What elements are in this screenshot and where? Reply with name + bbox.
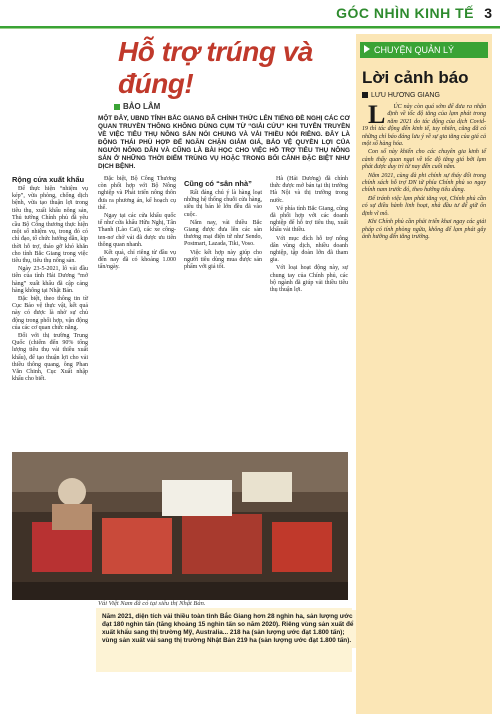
byline-square-icon — [362, 92, 368, 98]
column-2 — [98, 176, 176, 273]
header-divider — [0, 28, 500, 29]
paragraph: Để thực hiện “nhiệm vụ kép”, vừa phòng, chống dịch bệnh, vừa tạo thuận lợi trong tiêu thụ, xuất khẩu nông sản, Thủ tướng Chính phủ đã yêu cầu Bộ Công thương thực hiện một số nhiệm vụ, trong đó có chỉ đạo, tổ chức hướng dẫn, kịp thời hỗ trợ, tháo gỡ khó khăn cho tỉnh Bắc Giang trong việc tiêu thụ, tiêu thụ nông sản. — [12, 186, 88, 265]
article-headline: Hỗ trợ trúng và đúng! — [118, 36, 313, 99]
column-3 — [184, 176, 262, 272]
info-box-text: Năm 2021, diện tích vải thiều toàn tỉnh Bắc Giang hơn 28 nghìn ha, sản lượng ước đạt 180 nghìn tấn (tăng khoảng 15 nghìn tấn so năm 2020). Riêng vùng sản xuất để xuất khẩu sang thị trường Mỹ, Australia... 218 ha (sản lượng ước đạt 1.800 tấn); vùng sản xuất vải sang thị trường Nhật Bản 219 ha (sản lượng ước đạt 1.800 tấn). — [98, 610, 358, 648]
paragraph: Ngày 23-5-2021, lô vải đầu tiên của tỉnh Hải Dương “mở hàng” xuất khẩu đã cập cảng hàng không tại Nhật Bản. — [12, 266, 88, 294]
paragraph — [362, 100, 486, 148]
byline-text: BẢO LÂM — [123, 102, 161, 111]
article-photo — [12, 452, 348, 600]
column-4 — [270, 176, 348, 295]
sidebar-badge — [360, 42, 488, 58]
subheading-san-nha: Cũng có “sân nhà” — [184, 179, 252, 188]
page-header — [0, 0, 500, 28]
page-number: 3 — [484, 5, 492, 21]
drop-cap: L — [368, 100, 386, 129]
paragraph: Hà (Hải Dương) đã chính thức được mở bán tại thị trường Hà Nội và thị trường trong nước. — [270, 176, 348, 204]
supermarket-photo — [12, 452, 348, 600]
paragraph: Đặc biệt, Bộ Công Thương còn phối hợp với Bộ Nông nghiệp và Phát triển nông thôn đưa ra phương án, kế hoạch cụ thể. — [98, 176, 176, 211]
paragraph-text: ÚC này còn quá sớm để đưa ra nhận định về tốc độ tăng của lạm phát trong năm 2021 do tác động của dịch Covid-19 thì tác động đến kinh tế, tuy nhiên, cũng đã có những chỉ báo đáng lưu ý về sự gia tăng của giá cả một số hàng hóa. — [362, 104, 486, 148]
sidebar-author: LƯU HƯƠNG GIANG — [371, 92, 440, 99]
paragraph: Đối với thị trường Trung Quốc (chiếm đến 90% tổng lượng tiêu thụ vải thiều xuất khẩu), để tạo thuận lợi cho vải thiều thông quang, ông Phan Văn Chinh, Cục Xuất nhập khẩu cho biết. — [12, 333, 88, 383]
paragraph: Năm 2021, cùng đà phi chính sự tháy đổi trong chính sách hỗ trợ DN từ phía Chính phủ so ngay chính nam trước đó, theo hướng tiêu dùng. — [362, 172, 486, 194]
paragraph: Để tránh việc lạm phát tăng vọt, Chính phủ cần có sự điều hành linh hoạt, nhà đầu tư để giữ ổn định vĩ mô. — [362, 195, 486, 217]
byline-square-icon — [114, 104, 120, 110]
sidebar-column — [356, 34, 492, 714]
sidebar-body — [362, 100, 486, 242]
triangle-icon — [364, 45, 370, 53]
paragraph: Khi Chính phủ cần phải triển khai ngay các giải pháp có tính phòng ngừa, không để lạm phát gây ảnh hưởng đến tăng trưởng. — [362, 219, 486, 240]
paragraph: Rất đáng chú ý là hàng loạt những hệ thống chuỗi cửa hàng, siêu thị bán lẻ lớn đều đã vào cuộc. — [184, 190, 262, 218]
paragraph: Vẻ phía tỉnh Bắc Giang, cũng đã phối hợp với các doanh nghiệp để hỗ trợ tiêu thụ, xuất khẩu vải thiều. — [270, 205, 348, 234]
paragraph: Kết quả, chỉ riêng từ đầu vụ đến nay đã có khoảng 1.000 tấn/ngày. — [98, 250, 176, 271]
paragraph: Đặc biệt, theo thông tin từ Cục Bảo vệ thực vật, kết quả này có được là nhờ sự chủ động trong phối hợp, vận động của các cơ quan chức năng. — [12, 296, 88, 331]
section-title: GÓC NHÌN KINH TẾ — [336, 5, 474, 21]
paragraph: Con số này khiến cho các chuyên gia kinh tế cảnh thấy quan ngại về tốc độ tăng giá bởi lạm phát được duy trì từ nay đến cuối năm. — [362, 149, 486, 171]
sidebar-title: Lời cảnh báo — [362, 68, 469, 87]
article-byline — [114, 102, 350, 111]
paragraph: Việc kết hợp này giúp cho người tiêu dùng mua được sản phẩm với giá tốt. — [184, 249, 262, 271]
sidebar-byline — [362, 92, 440, 99]
photo-caption: Vải Việt Nam đã có tại siêu thị Nhật Bản. — [98, 600, 206, 607]
subheading-xuat-khau: Rộng cửa xuất khẩu — [12, 175, 85, 184]
article-lead: MỘT ĐÂY, UBND TỈNH BẮC GIANG ĐÃ CHÍNH THỨC LÊN TIẾNG ĐỀ NGHỊ CÁC CƠ QUAN TRUYỀN THÔNG KHÔNG DÙNG CỤM TỪ “GIẢI CỨU” KHI TUYÊN TRUYỀN VỀ VIỆC TIÊU THỤ NÔNG SẢN NÓI CHUNG VÀ VẢI THIỀU NÓI RIÊNG. ĐÂY LÀ ĐỘNG THÁI PHÙ HỢP ĐỂ NGĂN CHẶN GIẢM GIÁ, BẢO VỆ QUYỀN LỢI CỦA NGƯỜI NÔNG DÂN VÀ CŨNG LÀ BÀI HỌC CHO VIỆC HỖ TRỢ TIÊU THỤ NÔNG SẢN Ở NHỮNG THỜI ĐIỂM TRÙNG VỤ HOẶC TRONG BỐI CẢNH ĐẶC BIỆT NHƯ DỊCH BỆNH. — [98, 115, 350, 170]
paragraph: Ngay tại các cửa khẩu quốc tế như cửa khẩu Hữu Nghị, Tân Thanh (Lào Cai), các xe công-ten-nơ chở vải đã được ưu tiên thông quan nhanh. — [98, 213, 176, 248]
column-1 — [12, 172, 88, 384]
badge-text: CHUYỆN QUẢN LÝ — [374, 45, 455, 55]
paragraph: Với mục đích hỗ trợ nông dân vùng dịch, nhiều doanh nghiệp, tập đoàn lớn đã tham gia. — [270, 235, 348, 264]
paragraph: Năm nay, vải thiều Bắc Giang được đưa lên các sàn thương mại điện tử như Sendo, Postmart, Lazada, Tiki, Voso. — [184, 219, 262, 248]
paragraph: Với loại hoạt động này, sự chung tay của Chính phủ, các bộ ngành đã giúp vải thiều tiêu thụ thuận lợi. — [270, 265, 348, 294]
